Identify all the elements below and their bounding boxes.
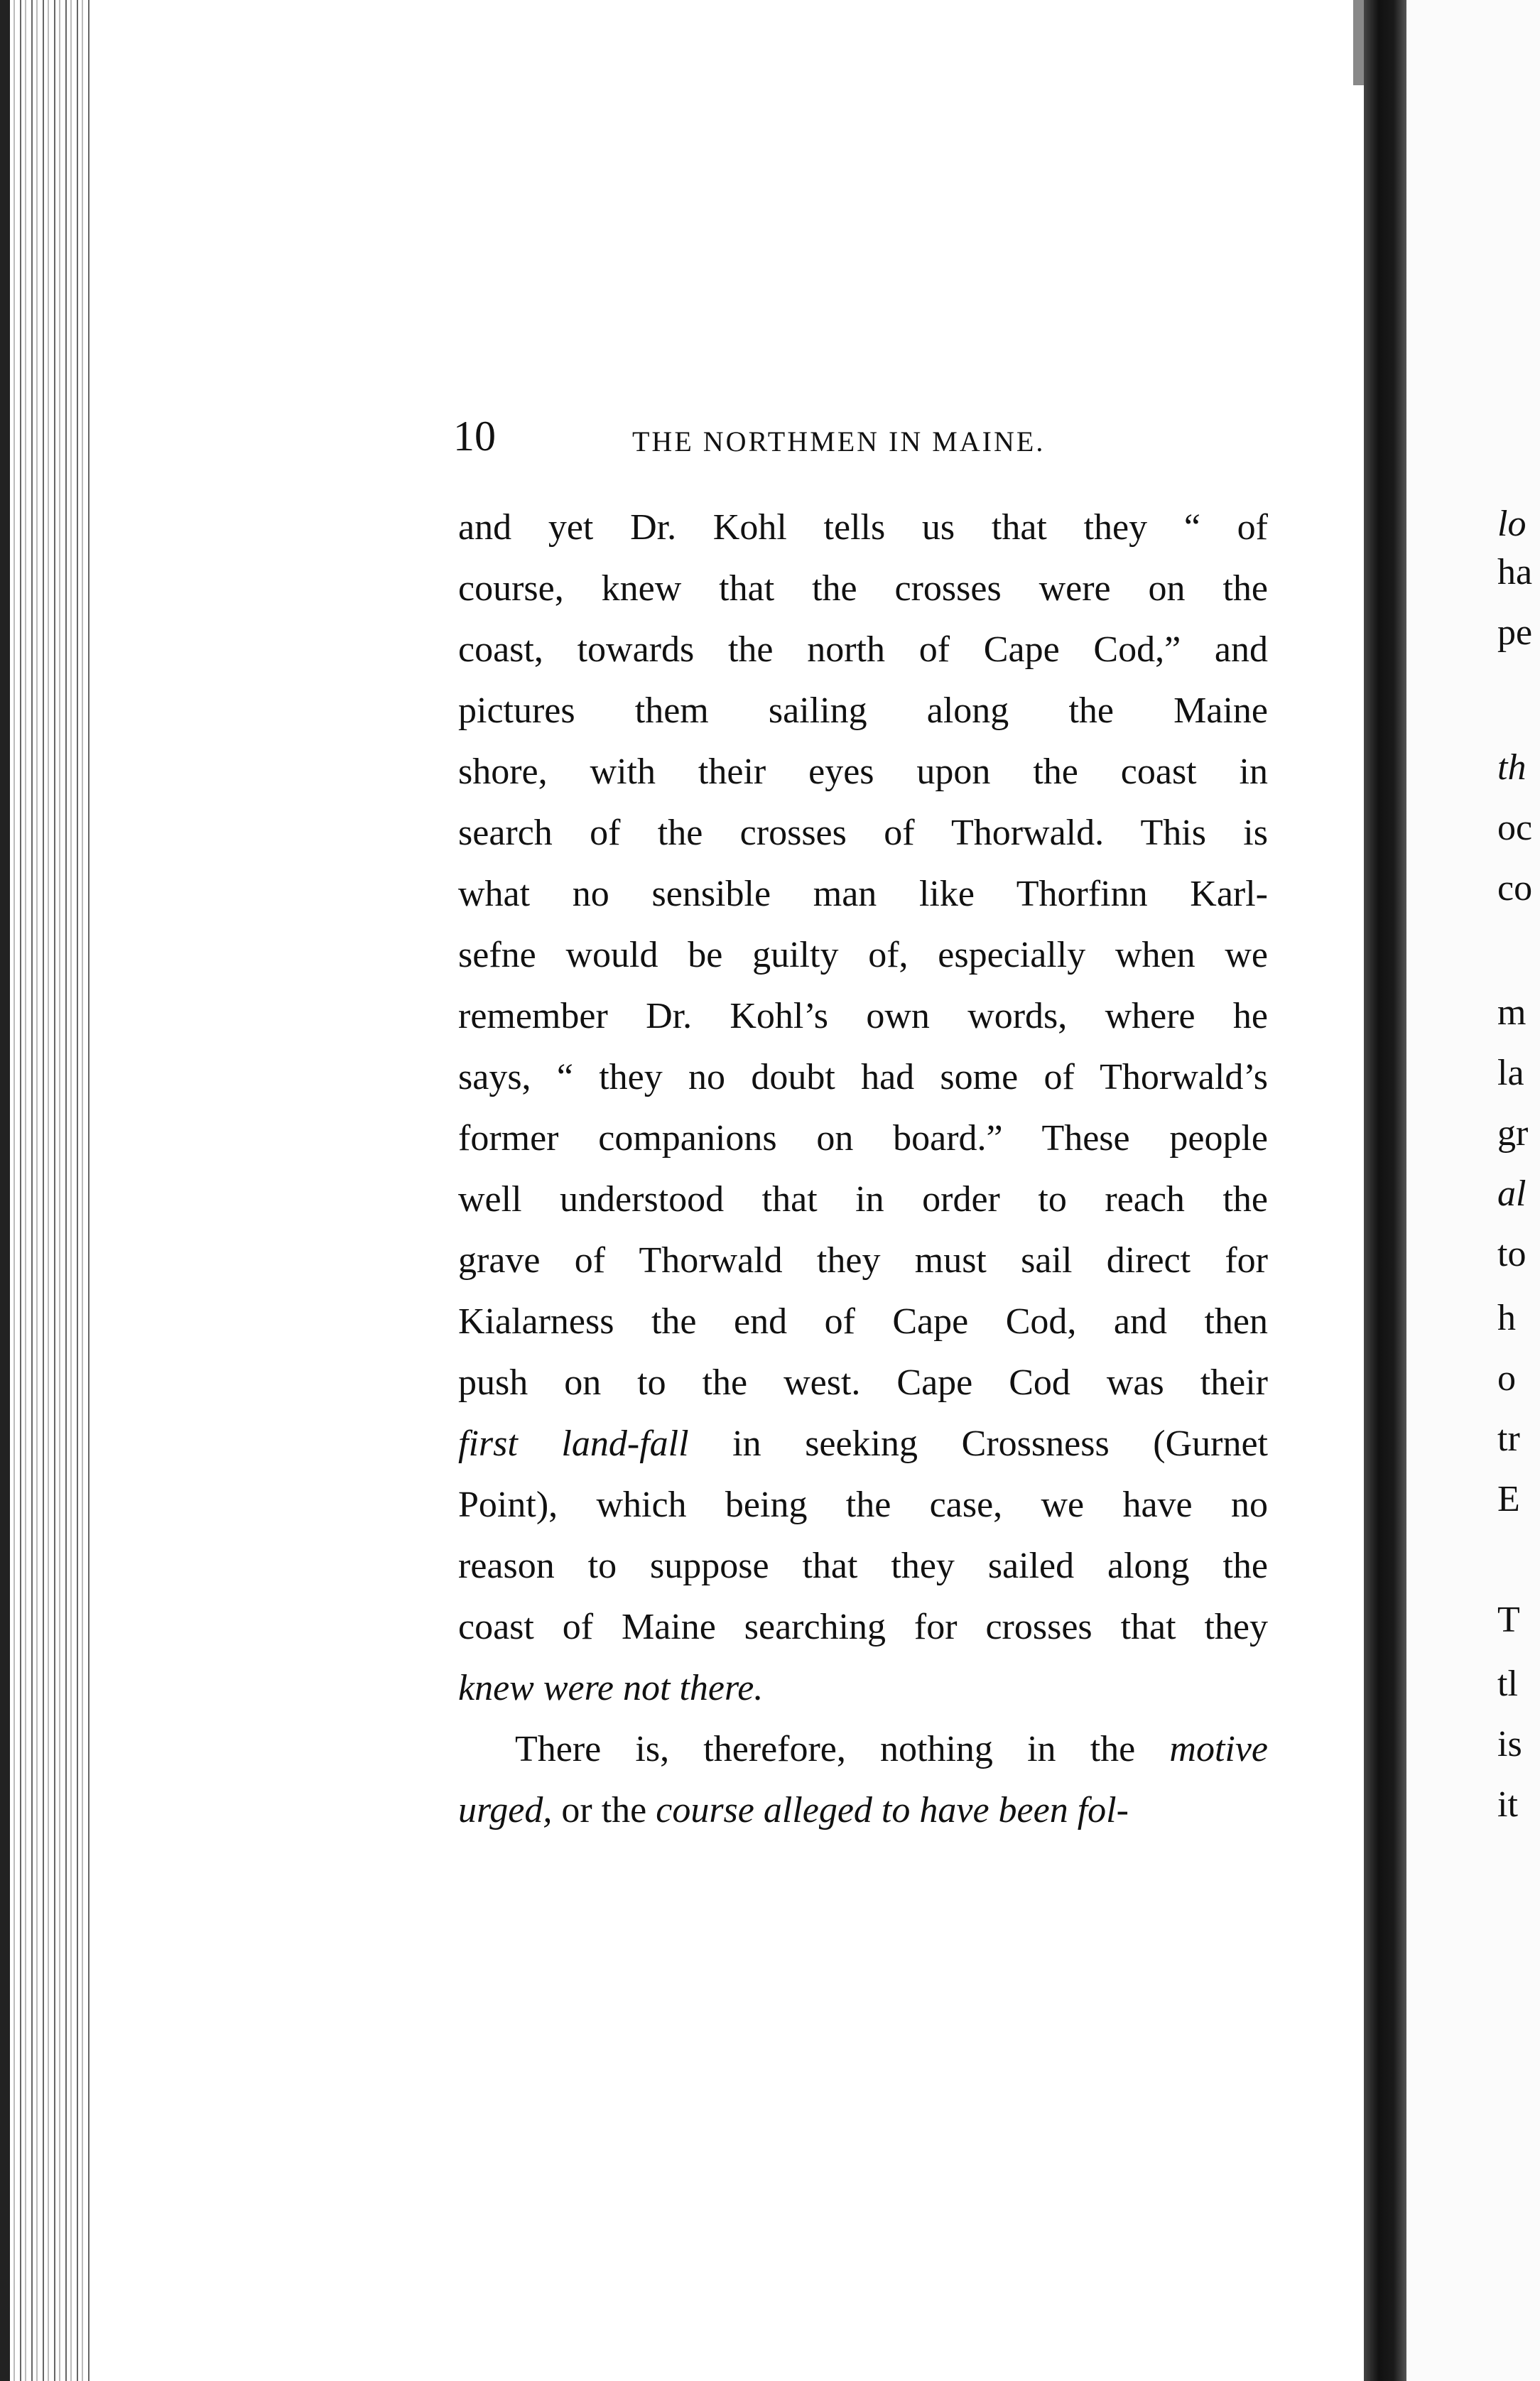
text-run: Kialarness the end of Cape Cod, and then bbox=[458, 1301, 1268, 1342]
italic-text: first land-fall bbox=[458, 1423, 689, 1464]
text-run: coast of Maine searching for crosses that they bbox=[458, 1607, 1268, 1647]
facing-page-fragment: o bbox=[1497, 1358, 1516, 1399]
text-line bbox=[458, 1352, 1268, 1414]
text-run: sefne would be guilty of, especially when we bbox=[458, 935, 1268, 975]
text-line bbox=[458, 1719, 1268, 1780]
text-line bbox=[458, 1291, 1268, 1352]
facing-page-fragment: to bbox=[1497, 1234, 1527, 1274]
text-run: what no sensible man like Thorfinn Karl- bbox=[458, 874, 1268, 914]
page-number: 10 bbox=[453, 413, 496, 460]
text-run: says, “ they no doubt had some of Thorwald’s bbox=[458, 1057, 1268, 1097]
text-line bbox=[458, 1047, 1268, 1108]
text-line bbox=[458, 1169, 1268, 1230]
text-run: reason to suppose that they sailed along the bbox=[458, 1546, 1268, 1586]
text-run: shore, with their eyes upon the coast in bbox=[458, 752, 1268, 792]
book-spine bbox=[1364, 0, 1406, 2381]
facing-page-fragment: E bbox=[1497, 1479, 1520, 1519]
text-run: in seeking Crossness (Gurnet bbox=[688, 1423, 1268, 1464]
facing-page-fragment: co bbox=[1497, 868, 1533, 909]
italic-text: motive bbox=[1169, 1729, 1268, 1769]
text-line bbox=[458, 1658, 1268, 1719]
text-line bbox=[458, 742, 1268, 803]
text-run: remember Dr. Kohl’s own words, where he bbox=[458, 996, 1268, 1036]
text-line bbox=[458, 619, 1268, 680]
text-run: coast, towards the north of Cape Cod,” and bbox=[458, 629, 1268, 670]
facing-page-fragment: lo bbox=[1497, 504, 1527, 544]
text-run: former companions on board.” These people bbox=[458, 1118, 1268, 1159]
paragraph bbox=[458, 497, 1268, 1719]
text-line bbox=[458, 1536, 1268, 1597]
text-run: grave of Thorwald they must sail direct for bbox=[458, 1240, 1268, 1281]
paragraph bbox=[458, 1719, 1268, 1841]
text-run: or the bbox=[552, 1790, 656, 1831]
text-run: well understood that in order to reach the bbox=[458, 1179, 1268, 1220]
text-run: push on to the west. Cape Cod was their bbox=[458, 1362, 1268, 1403]
text-line bbox=[458, 680, 1268, 742]
italic-text: course alleged to have been fol- bbox=[656, 1790, 1129, 1831]
text-run: Point), which being the case, we have no bbox=[458, 1485, 1268, 1525]
text-line bbox=[458, 864, 1268, 925]
facing-page-fragment: tl bbox=[1497, 1664, 1518, 1704]
text-line bbox=[458, 1108, 1268, 1169]
running-head bbox=[0, 412, 1540, 469]
facing-page-fragment: gr bbox=[1497, 1113, 1529, 1154]
facing-page-fragment: m bbox=[1497, 992, 1527, 1033]
text-line bbox=[458, 1475, 1268, 1536]
text-line bbox=[458, 497, 1268, 558]
text-line bbox=[458, 925, 1268, 986]
text-line bbox=[458, 1414, 1268, 1475]
text-line bbox=[458, 1780, 1268, 1841]
text-run: and yet Dr. Kohl tells us that they “ of bbox=[458, 507, 1268, 548]
facing-page-fragment: oc bbox=[1497, 808, 1533, 848]
facing-page-fragment: it bbox=[1497, 1784, 1518, 1825]
text-line bbox=[458, 986, 1268, 1047]
facing-page-fragment: ha bbox=[1497, 552, 1533, 592]
facing-page-fragment: al bbox=[1497, 1173, 1527, 1214]
book-page-edges bbox=[0, 0, 92, 2381]
text-run: course, knew that the crosses were on the bbox=[458, 568, 1268, 609]
text-run: search of the crosses of Thorwald. This is bbox=[458, 813, 1268, 853]
text-line bbox=[458, 558, 1268, 619]
facing-page bbox=[1406, 0, 1540, 2381]
facing-page-fragment: is bbox=[1497, 1724, 1522, 1764]
facing-page-fragment: th bbox=[1497, 747, 1527, 788]
facing-page-fragment: la bbox=[1497, 1053, 1524, 1093]
facing-page-fragment: tr bbox=[1497, 1419, 1520, 1459]
text-run: There is, therefore, nothing in the bbox=[515, 1729, 1170, 1769]
text-line bbox=[458, 1597, 1268, 1658]
italic-text: urged, bbox=[458, 1790, 553, 1831]
facing-page-fragment: pe bbox=[1497, 612, 1533, 653]
text-run: pictures them sailing along the Maine bbox=[458, 690, 1268, 731]
facing-page-fragment: T bbox=[1497, 1600, 1520, 1640]
text-line bbox=[458, 1230, 1268, 1291]
running-title: THE NORTHMEN IN MAINE. bbox=[632, 425, 1046, 457]
facing-page-fragment: h bbox=[1497, 1298, 1516, 1338]
italic-text: knew were not there. bbox=[458, 1668, 764, 1708]
body-text bbox=[458, 497, 1268, 1841]
text-line bbox=[458, 803, 1268, 864]
